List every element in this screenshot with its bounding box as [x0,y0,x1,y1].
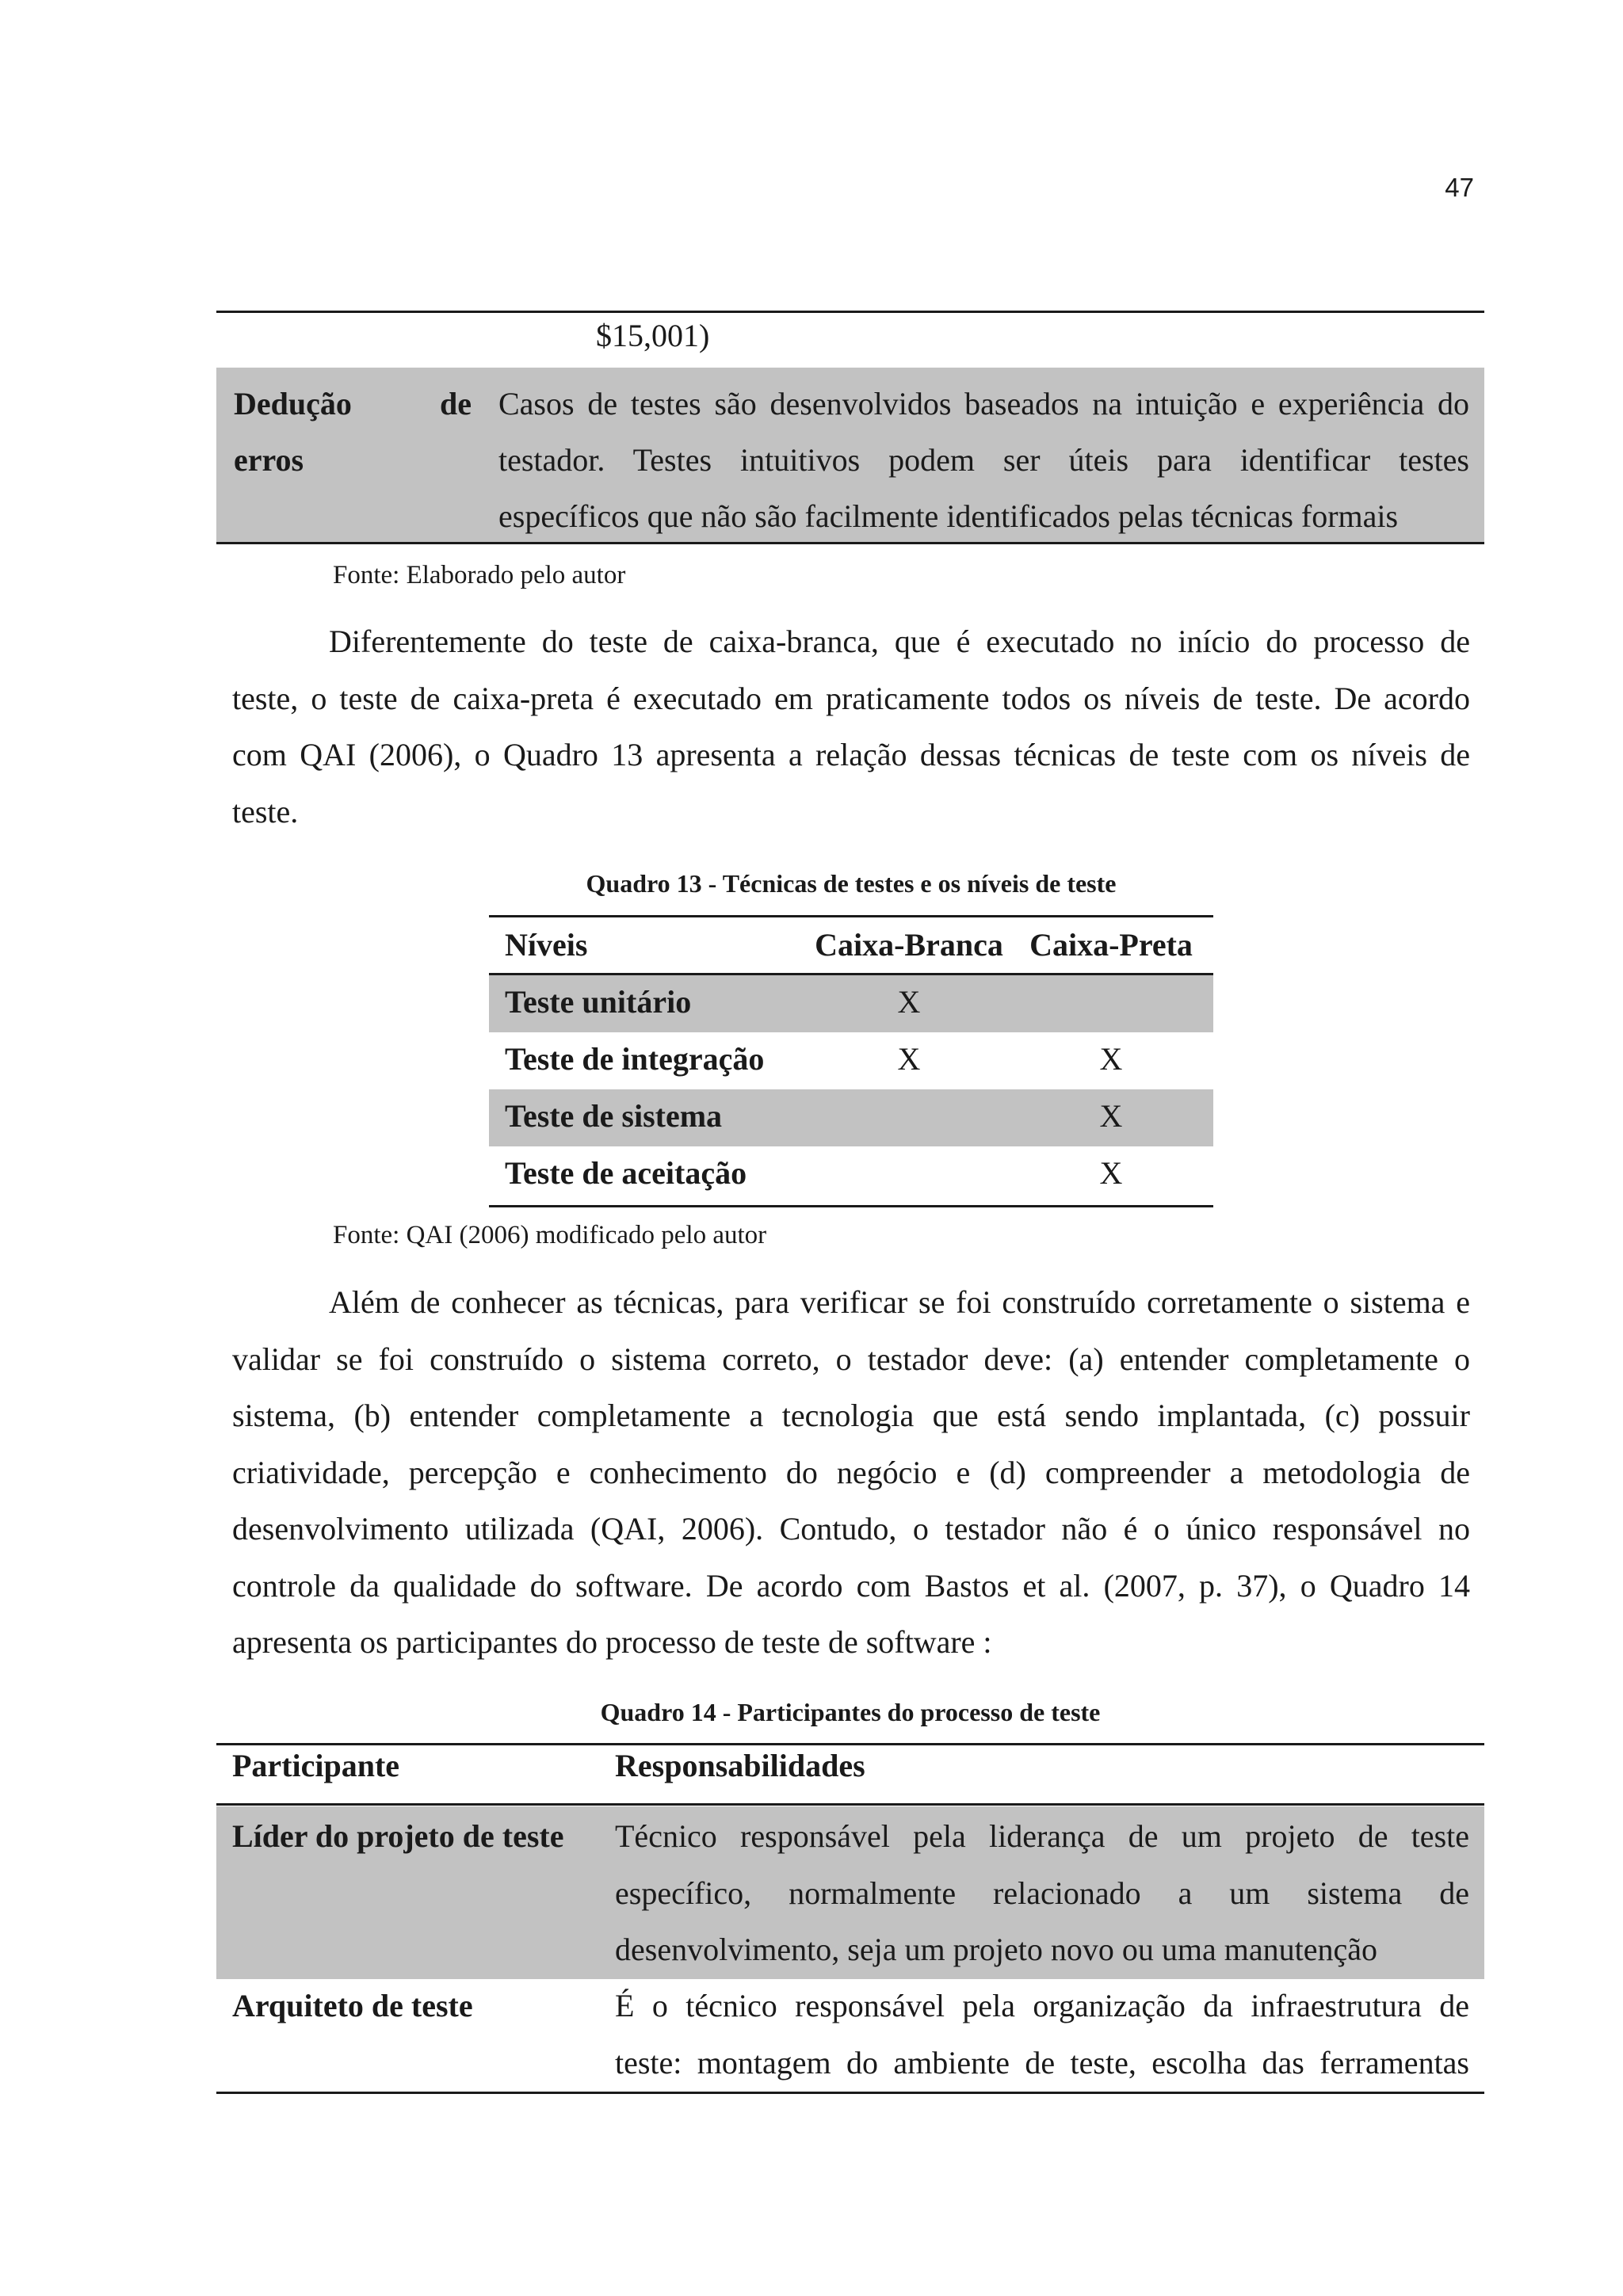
q13-caixa-branca-mark: X [897,1041,921,1077]
q13-nivel: Teste unitário [505,984,692,1020]
q13-top-rule [489,915,1213,917]
body-paragraph-1 [232,613,1470,840]
resp-line: desenvolvimento, seja um projeto novo ou uma manutenção [615,1932,1377,1967]
table-source: Fonte: Elaborado pelo autor [333,561,626,589]
paragraph-line: sistema, (b) entender completamente a tecnologia que está sendo implantada, (c) possuir [232,1398,1470,1433]
resp-line: teste: montagem do ambiente de teste, escolha das ferramentas [615,2044,1469,2081]
resp-line: específico, normalmente relacionado a um sistema de [615,1875,1469,1911]
table-row [489,1146,1213,1203]
q13-header-row [489,918,1213,975]
technique-label [234,376,472,488]
table-carryover-text: $15,001) [596,318,710,353]
description-line: Casos de testes são desenvolvidos baseados na intuição e experiência do [498,386,1469,421]
quadro-13-caption: Quadro 13 - Técnicas de testes e os níveis de teste [586,869,1117,898]
technique-label-word2: de [440,386,472,421]
q14-responsabilidades [615,1978,1469,2091]
q14-header-rule [216,1803,1484,1806]
body-paragraph-2 [232,1274,1470,1671]
q13-caixa-preta-mark: X [1099,1041,1123,1077]
technique-description [498,376,1469,544]
paragraph-line: teste. [232,793,299,830]
resp-line: É o técnico responsável pela organização da infraestrutura de [615,1988,1469,2023]
table-bottom-rule [216,542,1484,544]
description-line: testador. Testes intuitivos podem ser úteis para identificar testes [498,442,1469,478]
q13-caixa-branca-mark: X [897,984,921,1020]
q13-header-caixa-branca: Caixa-Branca [815,927,1003,963]
q13-nivel: Teste de sistema [505,1098,723,1134]
table-row [489,1089,1213,1146]
paragraph-line: apresenta os participantes do processo de teste de software : [232,1624,992,1660]
resp-line: Técnico responsável pela liderança de um projeto de teste [615,1818,1469,1854]
page-number: 47 [1445,173,1474,202]
q13-header-caixa-preta: Caixa-Preta [1029,927,1193,963]
q13-nivel: Teste de integração [505,1041,765,1077]
paragraph-line: Diferentemente do teste de caixa-branca, que é executado no início do processo de [329,624,1470,659]
q13-caixa-preta-mark: X [1099,1155,1123,1191]
table-row [489,975,1213,1032]
table-top-rule [216,311,1484,313]
quadro-13-source: Fonte: QAI (2006) modificado pelo autor [333,1221,767,1249]
paragraph-line: validar se foi construído o sistema correto, o testador deve: (a) entender completamente o [232,1341,1470,1377]
paragraph-line: desenvolvimento utilizada (QAI, 2006). Contudo, o testador não é o único responsável no [232,1511,1470,1547]
q13-bottom-rule [489,1205,1213,1207]
q14-header-participante: Participante [232,1748,400,1783]
paragraph-line: teste, o teste de caixa-preta é executado em praticamente todos os níveis de teste. De acordo [232,680,1470,716]
q14-header-responsabilidades: Responsabilidades [615,1748,865,1783]
table-row [489,1032,1213,1089]
q14-header-row [232,1747,1484,1784]
paragraph-line: Além de conhecer as técnicas, para verificar se foi construído corretamente o sistema e [329,1284,1470,1320]
q14-top-rule [216,1743,1484,1745]
q14-bottom-rule [216,2092,1484,2094]
description-line: específicos que não são facilmente identificados pelas técnicas formais [498,498,1399,534]
q13-header-niveis: Níveis [505,927,588,963]
paragraph-line: criatividade, percepção e conhecimento do negócio e (d) compreender a metodologia de [232,1454,1470,1490]
q13-nivel: Teste de aceitação [505,1155,747,1191]
q14-responsabilidades [615,1808,1469,1978]
q13-caixa-preta-mark: X [1099,1098,1123,1134]
paragraph-line: com QAI (2006), o Quadro 13 apresenta a relação dessas técnicas de teste com os níveis de [232,737,1470,772]
quadro-14-caption: Quadro 14 - Participantes do processo de teste [600,1698,1101,1726]
paragraph-line: controle da qualidade do software. De acordo com Bastos et al. (2007, p. 37), o Quadro 14 [232,1567,1470,1604]
q14-participante: Líder do projeto de teste [232,1818,564,1854]
technique-label-word3: erros [234,442,304,478]
q14-participante: Arquiteto de teste [232,1988,473,2023]
technique-label-word1: Dedução [234,386,352,421]
